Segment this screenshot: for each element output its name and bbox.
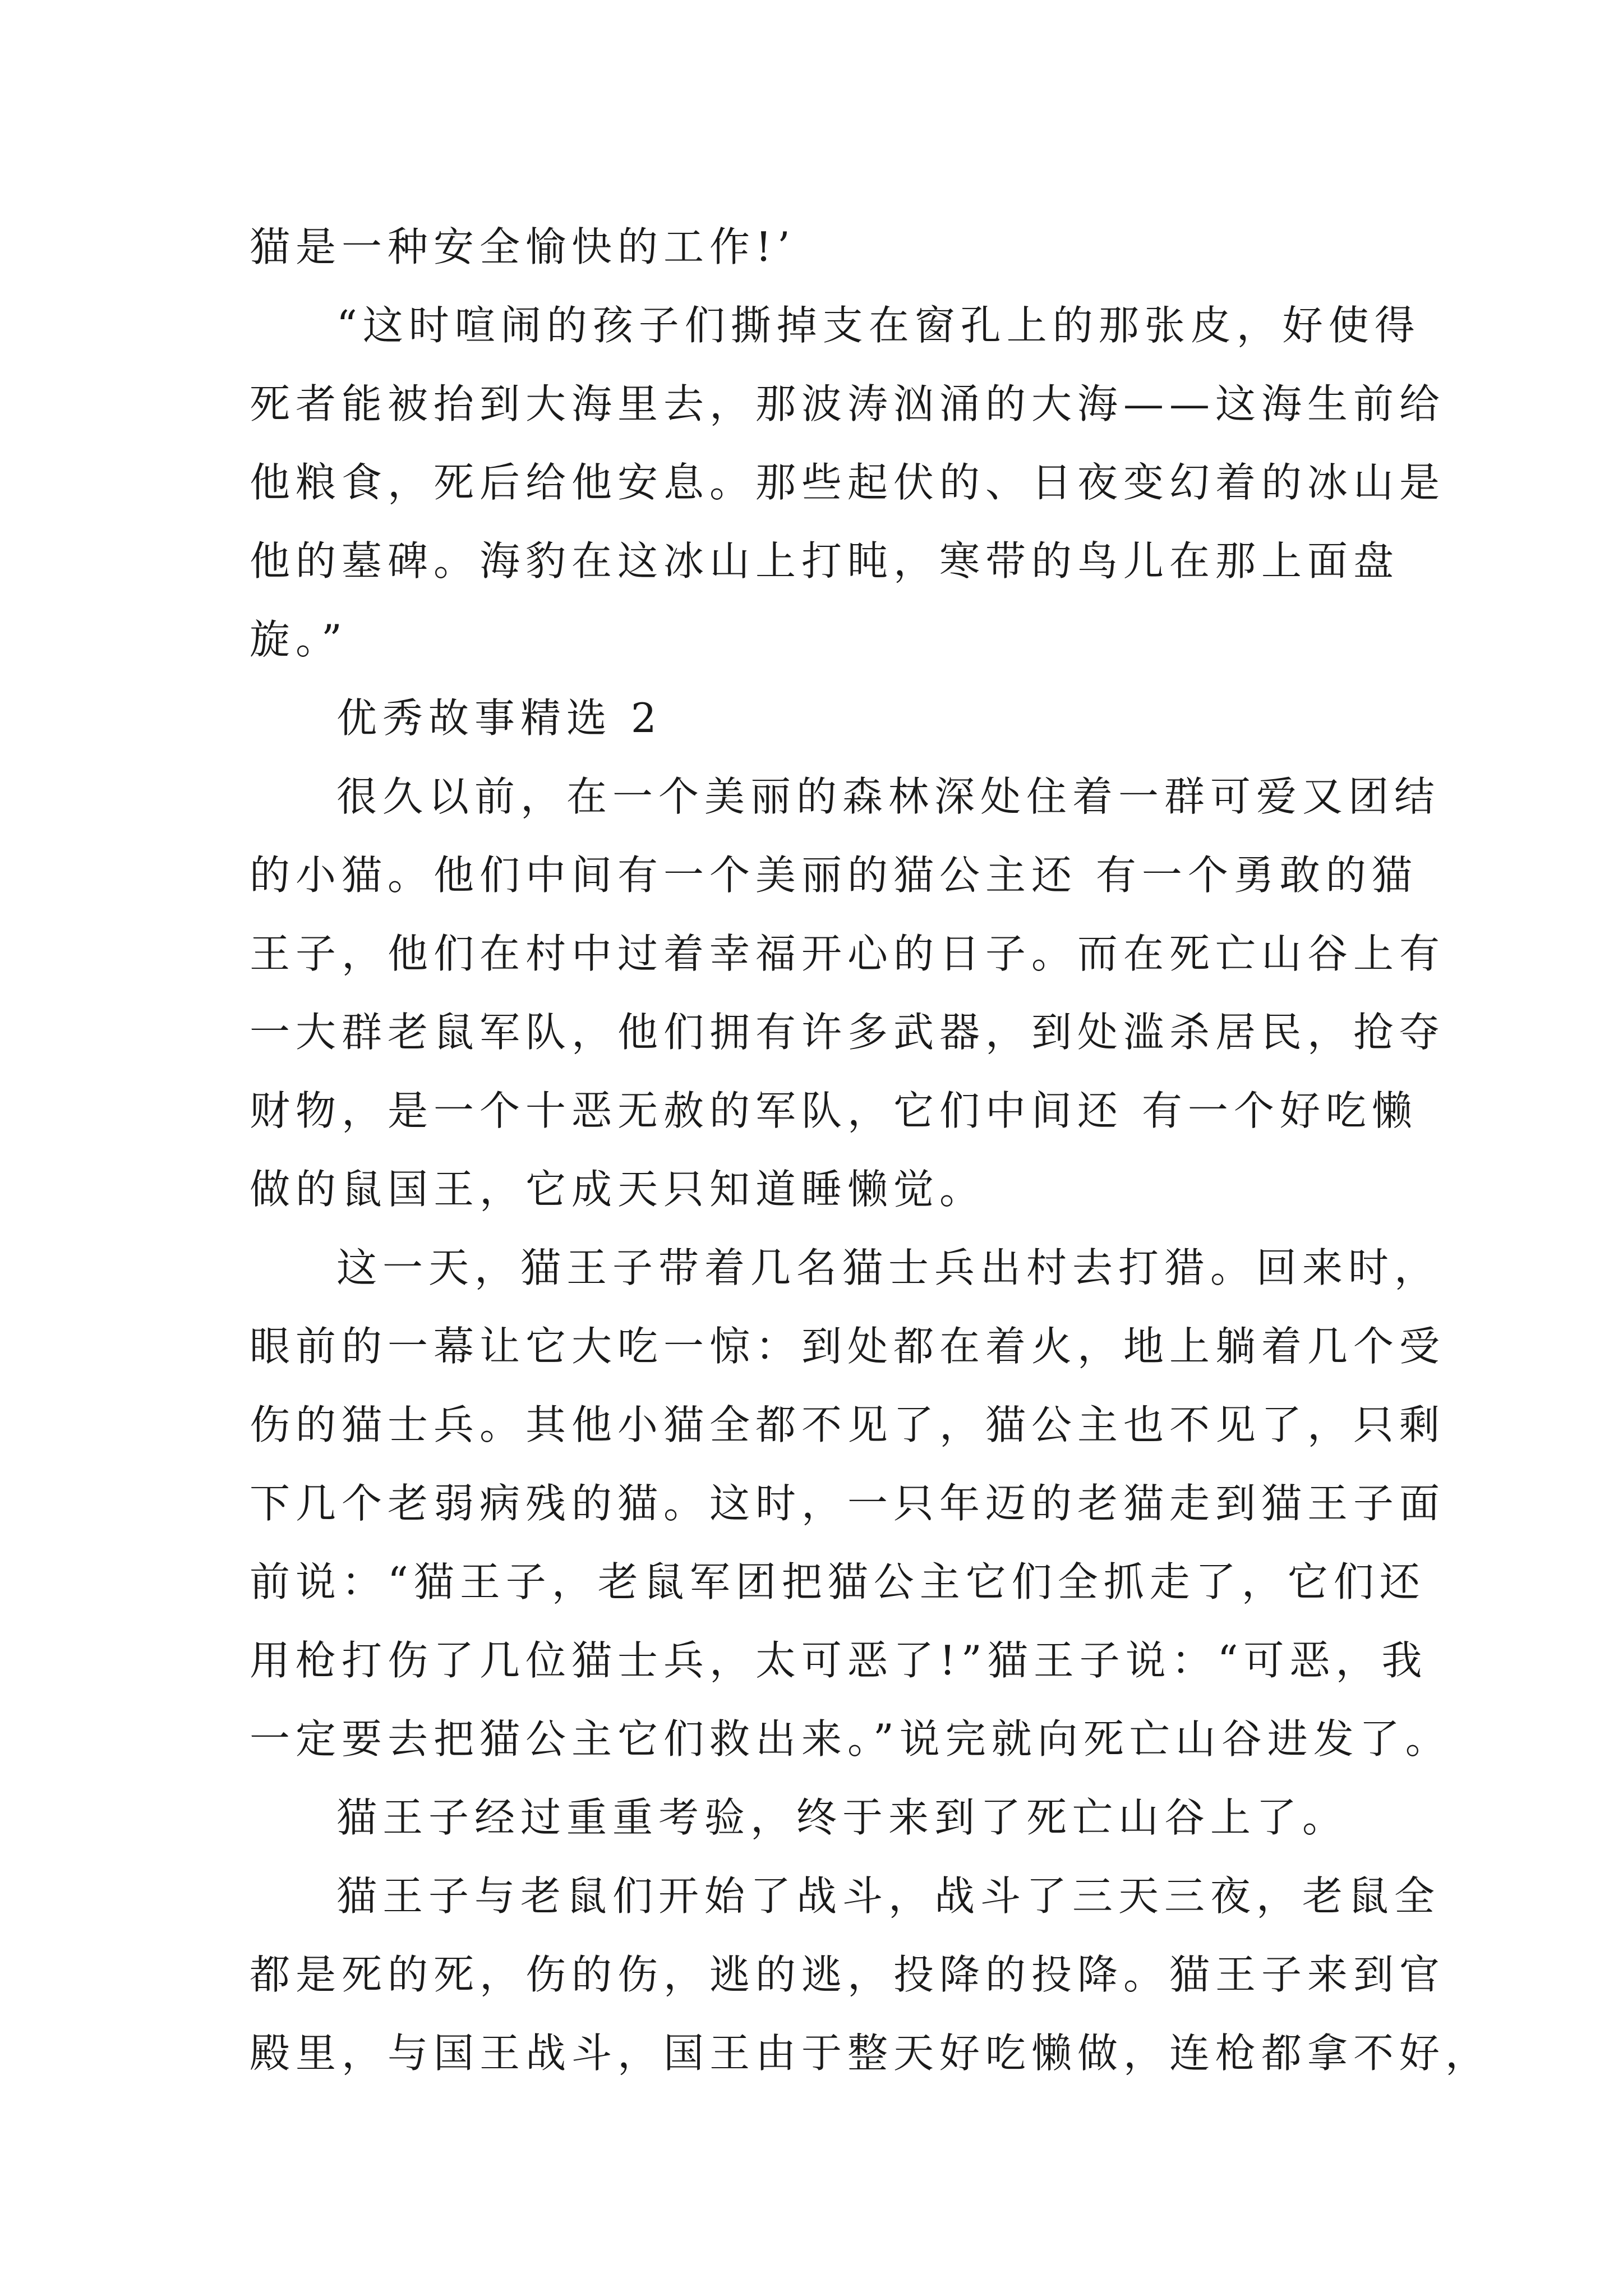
section-heading: 优秀故事精选 2	[336, 694, 662, 742]
text-line: 前说：“猫王子，老鼠军团把猫公主它们全抓走了，它们还	[250, 1558, 1426, 1605]
text-line: 王子，他们在村中过着幸福开心的日子。而在死亡山谷上有	[250, 930, 1446, 977]
text-line: 很久以前，在一个美丽的森林深处住着一群可爱又团结	[336, 773, 1441, 820]
text-line: 猫王子经过重重考验，终于来到了死亡山谷上了。	[336, 1794, 1349, 1841]
text-line: 一定要去把猫公主它们救出来。”说完就向死亡山谷进发了。	[250, 1715, 1451, 1763]
text-line: 这一天，猫王子带着几名猫士兵出村去打猎。回来时，	[336, 1244, 1441, 1291]
text-line: 旋。”	[250, 616, 348, 663]
text-line: 伤的猫士兵。其他小猫全都不见了，猫公主也不见了，只剩	[250, 1401, 1446, 1448]
text-line: 一大群老鼠军队，他们拥有许多武器，到处滥杀居民，抢夺	[250, 1009, 1446, 1056]
text-line: 死者能被抬到大海里去，那波涛汹涌的大海——这海生前给	[250, 380, 1446, 427]
document-page	[250, 208, 1492, 2092]
text-line: 猫王子与老鼠们开始了战斗，战斗了三天三夜，老鼠全	[336, 1872, 1441, 1920]
text-line: 都是死的死，伤的伤，逃的逃，投降的投降。猫王子来到官	[250, 1951, 1446, 1998]
text-line: 用枪打伤了几位猫士兵，太可恶了!”猫王子说：“可恶，我	[250, 1637, 1428, 1684]
text-line: 猫是一种安全愉快的工作!’	[250, 223, 796, 270]
text-line: 他粮食，死后给他安息。那些起伏的、日夜变幻着的冰山是	[250, 459, 1446, 506]
text-line: 财物，是一个十恶无赦的军队，它们中间还 有一个好吃懒	[250, 1087, 1418, 1134]
text-line: 的小猫。他们中间有一个美丽的猫公主还 有一个勇敢的猫	[250, 852, 1418, 899]
text-line: 他的墓碑。海豹在这冰山上打盹，寒带的鸟儿在那上面盘	[250, 537, 1400, 585]
text-line: 下几个老弱病残的猫。这时，一只年迈的老猫走到猫王子面	[250, 1480, 1446, 1527]
text-line: 殿里，与国王战斗，国王由于整天好吃懒做，连枪都拿不好，	[250, 2030, 1492, 2077]
text-line: 眼前的一幕让它大吃一惊：到处都在着火，地上躺着几个受	[250, 1323, 1446, 1370]
text-line: 做的鼠国王，它成天只知道睡懒觉。	[250, 1166, 986, 1213]
text-line: “这时喧闹的孩子们撕掉支在窗孔上的那张皮，好使得	[336, 302, 1421, 349]
